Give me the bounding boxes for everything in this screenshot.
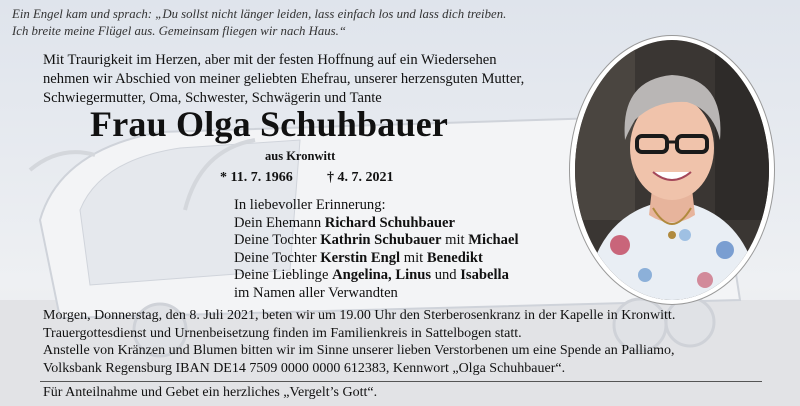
- divider: [40, 381, 762, 382]
- mourner-name: Kathrin Schubauer: [320, 232, 442, 248]
- birth-date: * 11. 7. 1966: [220, 170, 293, 185]
- mourners-heading: In liebevoller Erinnerung:: [234, 197, 386, 213]
- deceased-name: Frau Olga Schuhbauer: [90, 104, 449, 144]
- mourner-husband: [234, 215, 574, 233]
- relation-label: Deine Lieblinge: [234, 267, 333, 283]
- relation-label: Dein Ehemann: [234, 214, 325, 231]
- connector-text: mit: [400, 249, 427, 266]
- intro-text: [43, 51, 583, 108]
- deceased-origin: aus Kronwitt: [265, 149, 336, 163]
- portrait-photo: [575, 40, 769, 300]
- mourner-name: Angelina,: [332, 267, 392, 283]
- intro-line: Schwiegermutter, Oma, Schwester, Schwägerin und Tante: [43, 90, 382, 106]
- mourner-name: Isabella: [460, 267, 509, 283]
- footer-thanks: Für Anteilnahme und Gebet ein herzliches „Vergelt’s Gott“.: [43, 385, 378, 400]
- connector-text: und: [431, 267, 461, 283]
- relation-label: Deine Tochter: [234, 249, 321, 266]
- mourner-name: Kerstin Engl: [320, 249, 401, 266]
- mourner-name: Richard Schuhbauer: [324, 214, 455, 231]
- service-notice: [43, 307, 783, 377]
- mourner-grandchildren: [234, 267, 574, 285]
- relation-label: Deine Tochter: [234, 232, 321, 248]
- intro-line: nehmen wir Abschied von meiner geliebten Ehefrau, unserer herzensguten Mutter,: [43, 71, 525, 87]
- quote: [12, 6, 632, 40]
- connector-text: mit: [441, 232, 469, 248]
- notice-line: Trauergottesdienst und Urnenbeisetzung finden im Familienkreis in Sattelbogen statt.: [43, 325, 522, 341]
- notice-line: Morgen, Donnerstag, den 8. Juli 2021, beten wir um 19.00 Uhr den Sterberosenkranz in der Kapelle in Kronwitt.: [43, 308, 676, 323]
- mourners-list: [234, 197, 574, 302]
- mourners-closing: im Namen aller Verwandten: [234, 284, 398, 301]
- notice-line: Volksbank Regensburg IBAN DE14 7509 0000 0000 612383, Kennwort „Olga Schuhbauer“.: [43, 360, 566, 376]
- mourner-daughter: [234, 250, 574, 268]
- quote-line: Ein Engel kam und sprach: „Du sollst nicht länger leiden, lass einfach los und lass dich treiben.: [12, 7, 507, 21]
- mourner-name: Linus: [395, 267, 432, 283]
- mourner-name: Benedikt: [426, 249, 483, 266]
- mourner-daughter: [234, 232, 574, 250]
- notice-line: Anstelle von Kränzen und Blumen bitten wir im Sinne unserer lieben Verstorbenen um eine Spende an Palliamo,: [43, 343, 675, 358]
- intro-line: Mit Traurigkeit im Herzen, aber mit der festen Hoffnung auf ein Wiedersehen: [43, 52, 497, 68]
- mourner-name: Michael: [468, 232, 519, 248]
- quote-line: Ich breite meine Flügel aus. Gemeinsam fliegen wir nach Haus.“: [12, 24, 346, 38]
- death-date: † 4. 7. 2021: [327, 170, 394, 185]
